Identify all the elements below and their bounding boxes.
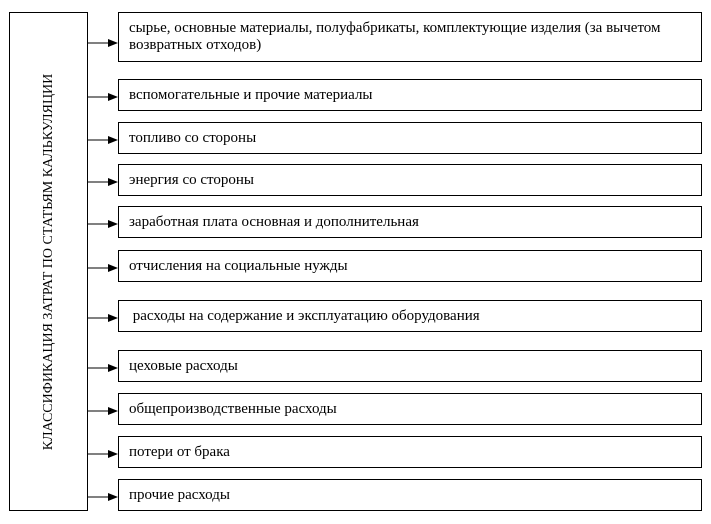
cost-item-label: заработная плата основная и дополнительная <box>129 213 419 230</box>
cost-item-label: прочие расходы <box>129 486 230 503</box>
cost-item-label: энергия со стороны <box>129 171 254 188</box>
cost-item-label: сырье, основные материалы, полуфабрикаты, комплектующие изделия (за вычетом возвратных отходов) <box>129 20 661 53</box>
cost-item-label: цеховые расходы <box>129 357 238 374</box>
cost-item-label: вспомогательные и прочие материалы <box>129 86 373 103</box>
root-category-label: КЛАССИФИКАЦИЯ ЗАТРАТ ПО СТАТЬЯМ КАЛЬКУЛЯЦИИ <box>40 73 56 450</box>
cost-item-label: топливо со стороны <box>129 129 257 146</box>
cost-item-label: общепроизводственные расходы <box>129 400 337 417</box>
cost-item-label: расходы на содержание и эксплуатацию оборудования <box>129 307 480 324</box>
cost-item-label: потери от брака <box>129 443 230 460</box>
cost-item-label: отчисления на социальные нужды <box>129 257 348 274</box>
